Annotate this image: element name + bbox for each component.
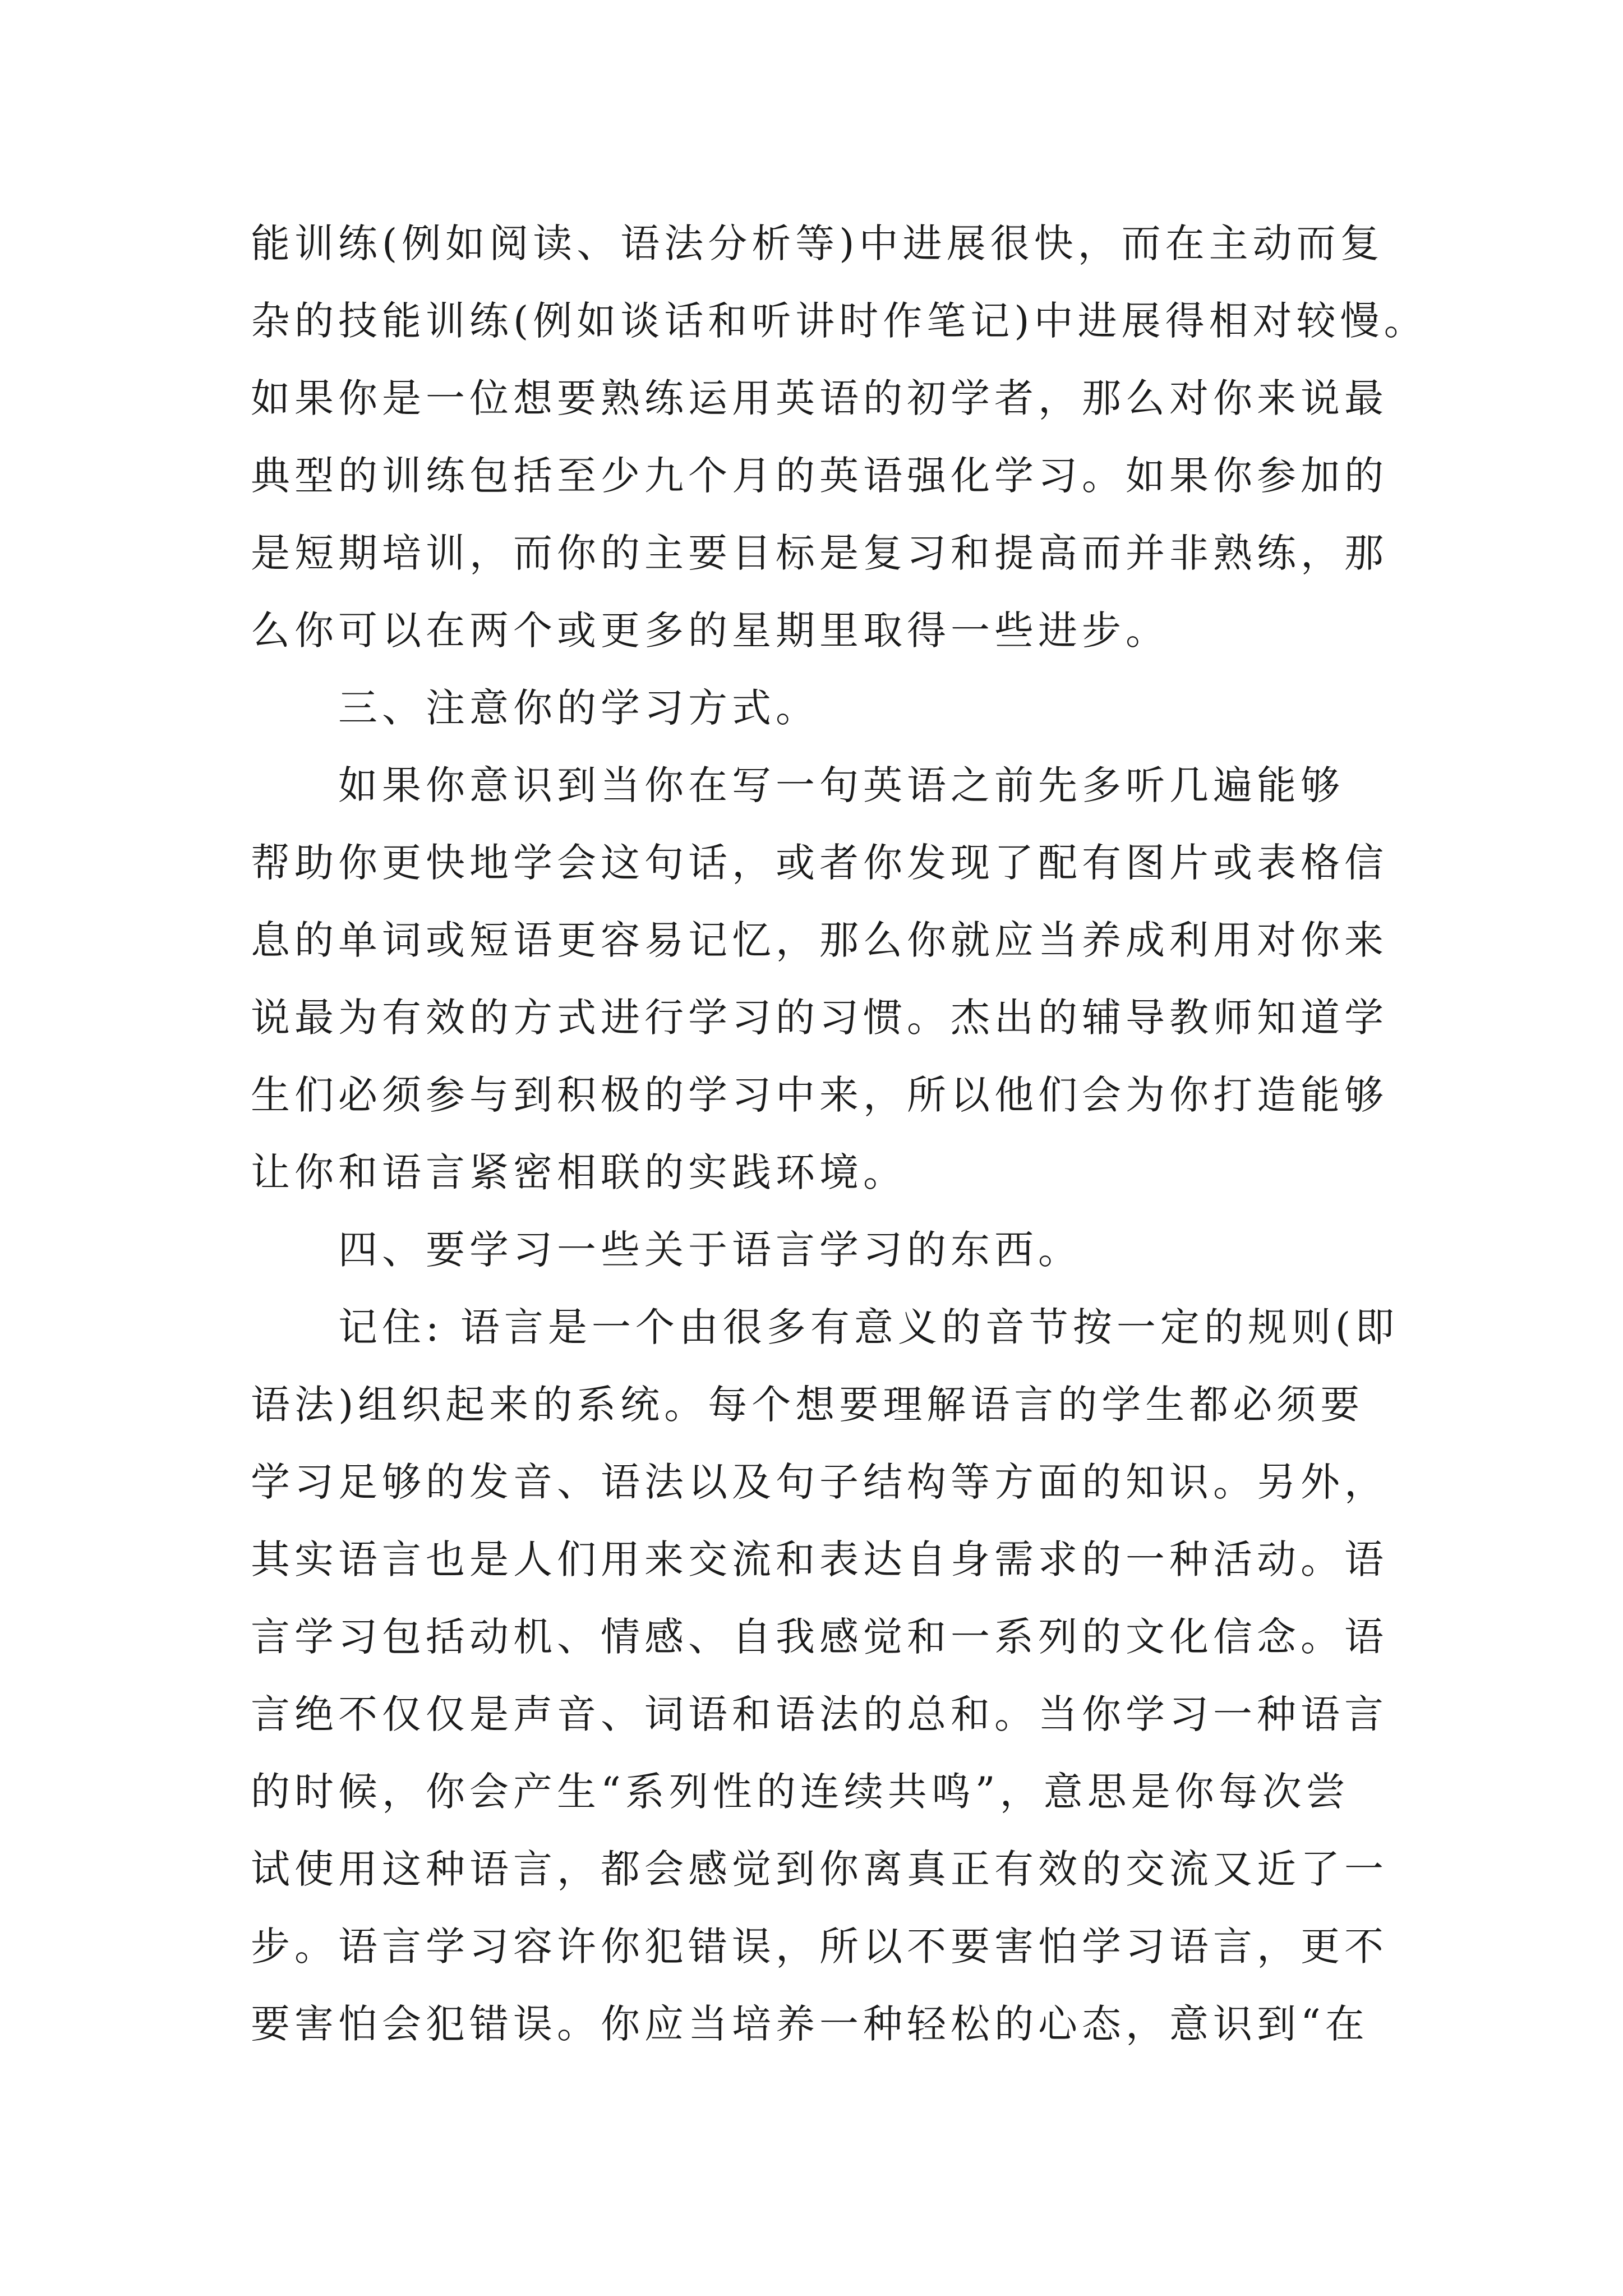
- text-line: 语法)组织起来的系统。每个想要理解语言的学生都必须要: [251, 1382, 1364, 1428]
- text-line: 步。语言学习容许你犯错误，所以不要害怕学习语言，更不: [251, 1924, 1388, 1970]
- text-line: 么你可以在两个或更多的星期里取得一些进步。: [251, 608, 1169, 654]
- text-line: 记住: 语言是一个由很多有意义的音节按一定的规则(即: [338, 1304, 1399, 1350]
- text-line: 杂的技能训练(例如谈话和听讲时作笔记)中进展得相对较慢。: [251, 298, 1428, 344]
- section-heading-text: 四、要学习一些关于语言学习的东西。: [338, 1227, 1082, 1273]
- text-line: 如果你是一位想要熟练运用英语的初学者，那么对你来说最: [251, 375, 1388, 421]
- section-heading: [251, 669, 1484, 747]
- document-body: [251, 205, 1484, 2063]
- text-line: 学习足够的发音、语法以及句子结构等方面的知识。另外，: [251, 1459, 1388, 1505]
- paragraph: [251, 1289, 1484, 2063]
- text-line: 其实语言也是人们用来交流和表达自身需求的一种活动。语: [251, 1536, 1388, 1582]
- text-line: 的时候，你会产生“系列性的连续共鸣”，意思是你每次尝: [251, 1769, 1350, 1815]
- text-line: 帮助你更快地学会这句话，或者你发现了配有图片或表格信: [251, 840, 1388, 886]
- section-heading-text: 三、注意你的学习方式。: [338, 685, 819, 731]
- text-line: 言绝不仅仅是声音、词语和语法的总和。当你学习一种语言: [251, 1691, 1388, 1737]
- text-line: 让你和语言紧密相联的实践环境。: [251, 1149, 907, 1195]
- text-line: 试使用这种语言，都会感觉到你离真正有效的交流又近了一: [251, 1846, 1388, 1892]
- text-line: 要害怕会犯错误。你应当培养一种轻松的心态，意识到“在: [251, 2001, 1369, 2047]
- paragraph: [251, 205, 1484, 669]
- text-line: 说最为有效的方式进行学习的习惯。杰出的辅导教师知道学: [251, 995, 1388, 1041]
- text-line: 能训练(例如阅读、语法分析等)中进展很快，而在主动而复: [251, 220, 1384, 266]
- paragraph: [251, 747, 1484, 1211]
- text-line: 生们必须参与到积极的学习中来，所以他们会为你打造能够: [251, 1072, 1388, 1118]
- text-line: 是短期培训，而你的主要目标是复习和提高而并非熟练，那: [251, 530, 1388, 576]
- text-line: 言学习包括动机、情感、自我感觉和一系列的文化信念。语: [251, 1614, 1388, 1660]
- text-line: 息的单词或短语更容易记忆，那么你就应当养成利用对你来: [251, 917, 1388, 963]
- text-line: 典型的训练包括至少九个月的英语强化学习。如果你参加的: [251, 453, 1388, 499]
- section-heading: [251, 1211, 1484, 1289]
- text-line: 如果你意识到当你在写一句英语之前先多听几遍能够: [338, 762, 1344, 808]
